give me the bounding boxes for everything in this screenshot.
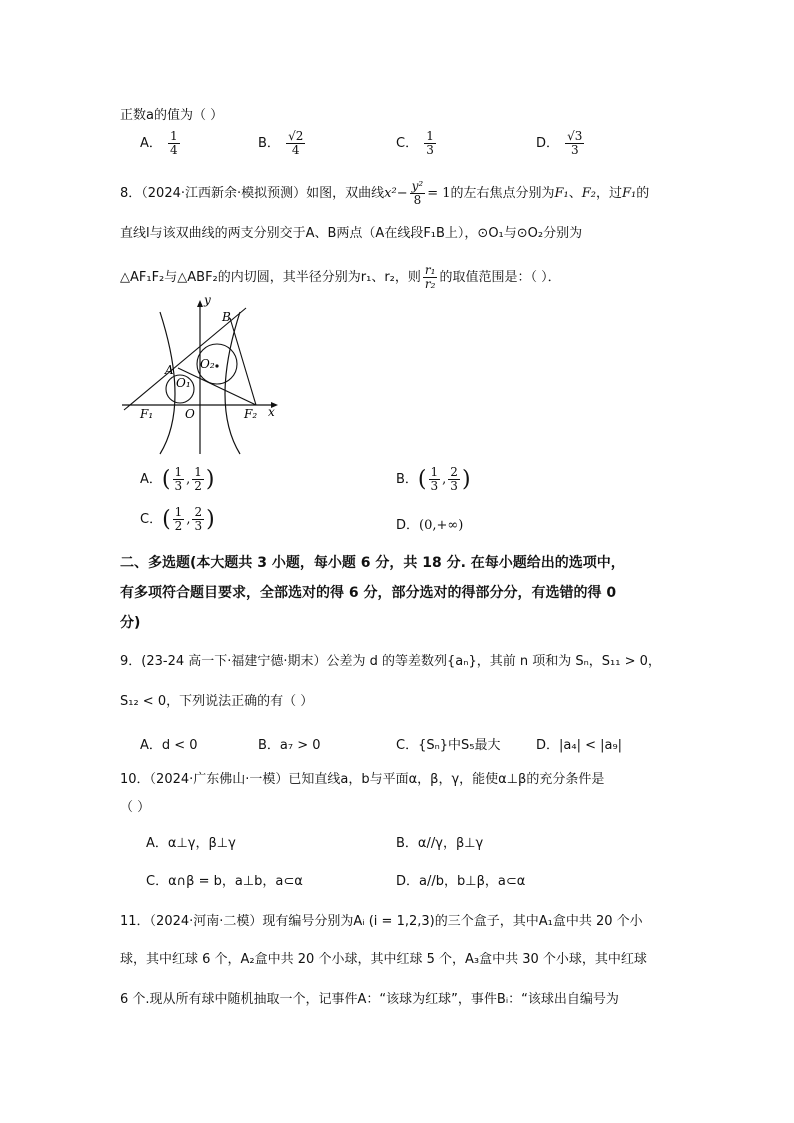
label-o: O <box>185 407 195 421</box>
q8-stem-line1 <box>120 180 649 207</box>
math-term: F₁ <box>554 186 569 201</box>
q7-option-d[interactable] <box>536 130 586 157</box>
question-number: 8． <box>120 186 142 201</box>
fraction: $\frac{1}{4}$ <box>170 129 178 157</box>
label-o2: O₂ <box>200 357 215 371</box>
fraction: $\frac{1}{3}$ <box>174 465 183 493</box>
section-heading-line1: 二、多选题(本大题共 3 小题，每小题 6 分，共 18 分. 在每小题给出的选项中， <box>120 555 625 571</box>
q11-stem-line1: 11．（2024·河南·二模）现有编号分别为Aᵢ (i = 1,2,3)的三个盒子，其中A₁盒中共 20 个小 <box>120 914 643 929</box>
q11-stem-line2: 球，其中红球 6 个，A₂盒中共 20 个小球，其中红球 5 个，A₃盒中共 30 个小球，其中红球 <box>120 952 647 967</box>
label-f2: F₂ <box>244 407 258 421</box>
question-source: （2024·江西新余·模拟预测） <box>141 186 307 201</box>
fraction: $\frac{\text{y²}}{8}$ <box>411 179 424 207</box>
fraction: $\frac{√2}{4}$ <box>288 129 304 157</box>
q10-stem-line1: 10．（2024·广东佛山·一模）已知直线a，b与平面α，β，γ，能使α⊥β的充分条件是 <box>120 772 605 787</box>
q7-option-b[interactable] <box>258 130 307 157</box>
stem-text: △AF₁F₂与△ABF₂的内切圆，其半径分别为r₁、r₂，则 <box>120 270 421 285</box>
hyperbola-right-branch <box>225 312 240 454</box>
q9-option-b[interactable]: B．a₇ > 0 <box>258 738 321 753</box>
label-f1: F₁ <box>140 407 154 421</box>
fraction: $\frac{1}{2}$ <box>194 465 202 493</box>
label-y: y <box>204 294 211 307</box>
q8-option-d[interactable] <box>396 514 463 533</box>
fraction: $\frac{2}{3}$ <box>194 505 203 533</box>
section-heading-line3: 分) <box>120 615 141 631</box>
stem-text: ，过 <box>596 186 623 201</box>
label-x: x <box>268 405 275 419</box>
q10-stem-line2: （ ） <box>120 800 151 815</box>
y-axis-arrow <box>197 300 203 307</box>
stem-text: 的左右焦点分别为 <box>450 186 555 201</box>
q11-stem-line3: 6 个.现从所有球中随机抽取一个，记事件A：“该球为红球”，事件Bᵢ：“该球出自编号为 <box>120 992 619 1007</box>
q9-stem-line1: 9．(23-24 高一下·福建宁德·期末）公差为 d 的等差数列{aₙ}，其前 n 项和为 Sₙ，S₁₁ > 0， <box>120 654 661 669</box>
q10-option-b[interactable]: B．α//γ，β⊥γ <box>396 836 484 851</box>
q9-option-d[interactable]: D．|a₄| < |a₉| <box>536 738 623 753</box>
label-b: B <box>222 310 231 324</box>
label-a: A <box>165 363 174 377</box>
option-label: A． <box>140 136 162 151</box>
q8-option-b[interactable]: B．( $\frac{1}{3}$ , $\frac{2}{3}$ ) <box>396 465 471 493</box>
q9-option-c[interactable]: C．{Sₙ}中S₅最大 <box>396 738 501 753</box>
fraction: $\frac{2}{3}$ <box>450 465 458 493</box>
hyperbola-figure <box>118 294 288 456</box>
stem-text: 的取值范围是：（ ）． <box>439 270 561 285</box>
q9-option-a[interactable]: A．d < 0 <box>140 738 198 753</box>
q10-option-c[interactable]: C．α∩β = b，a⊥b，a⊂α <box>146 874 303 889</box>
stem-text: 如图，双曲线 <box>306 186 385 201</box>
q7-stem-tail: 正数a的值为（ ） <box>120 108 224 123</box>
q7-option-a[interactable] <box>140 130 182 157</box>
q8-option-c[interactable]: C．( $\frac{1}{2}$ , $\frac{2}{3}$ ) <box>140 505 215 533</box>
q8-stem-line3 <box>120 264 561 291</box>
option-label: B． <box>258 136 280 151</box>
q8-option-a[interactable]: A．( $\frac{1}{3}$ , $\frac{1}{2}$ ) <box>140 465 215 493</box>
section-heading-line2: 有多项符合题目要求，全部选对的得 6 分，部分选对的得部分分，有选错的得 0 <box>120 585 617 601</box>
option-label: B． <box>396 472 418 487</box>
option-label: C． <box>396 136 419 151</box>
segment-bf2 <box>230 318 256 405</box>
option-label: D． <box>536 136 560 151</box>
fraction: $\frac{1}{3}$ <box>426 129 434 157</box>
q8-stem-line2: 直线l与该双曲线的两支分别交于A、B两点（A在线段F₁B上），⊙O₁与⊙O₂分别为 <box>120 226 583 241</box>
q9-stem-line2: S₁₂ < 0，下列说法正确的有（ ） <box>120 694 314 709</box>
option-label: C． <box>140 512 163 527</box>
fraction: $\frac{\text{r₁}}{\text{r₂}}$ <box>424 263 436 291</box>
q10-option-d[interactable]: D．a//b，b⊥β，a⊂α <box>396 874 526 889</box>
label-o1: O₁ <box>176 376 191 390</box>
q10-option-a[interactable]: A．α⊥γ，β⊥γ <box>146 836 236 851</box>
math-term: F₁ <box>622 186 637 201</box>
q7-option-c[interactable] <box>396 130 438 157</box>
fraction: $\frac{√3}{3}$ <box>567 129 583 157</box>
option-label: A． <box>140 472 162 487</box>
center-o2 <box>215 364 218 367</box>
math-term: F₂ <box>581 186 596 201</box>
stem-text: 的 <box>636 186 650 201</box>
fraction: $\frac{1}{3}$ <box>430 465 439 493</box>
option-text: (0,+∞) <box>419 518 464 533</box>
math-term: = 1 <box>427 186 451 201</box>
stem-text: 、 <box>568 186 582 201</box>
math-term: − <box>396 186 408 201</box>
option-label: D． <box>396 518 420 533</box>
math-term: x² <box>384 186 397 201</box>
fraction: $\frac{1}{2}$ <box>174 505 183 533</box>
